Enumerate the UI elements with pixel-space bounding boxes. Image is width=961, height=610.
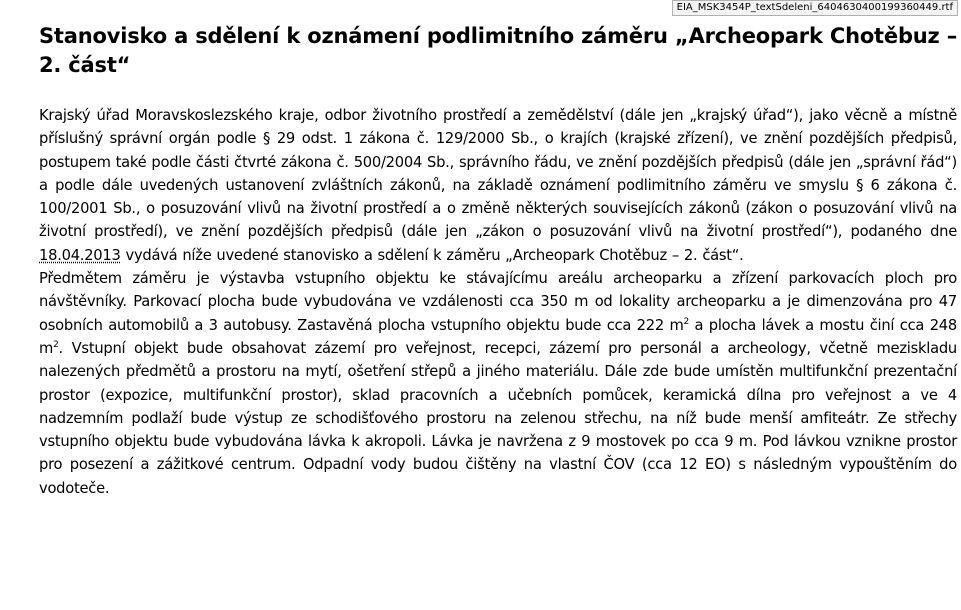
intro-text-end: vydává níže uvedené stanovisko a sdělení k záměru „Archeopark Chotěbuz – 2. část“. bbox=[120, 246, 744, 264]
document-body bbox=[39, 22, 957, 500]
submission-date: 18.04.2013 bbox=[39, 246, 121, 264]
description-text-part2: a plocha lávek a mostu činí cca 248 m bbox=[39, 316, 957, 357]
superscript-square-2: 2 bbox=[53, 340, 59, 351]
file-name-tag: EIA_MSK3454P_textSdeleni_6404630400199360449.rtf bbox=[672, 0, 958, 16]
description-text-part3: . Vstupní objekt bude obsahovat zázemí pro veřejnost, recepci, zázemí pro personál a archeology, včetně meziskladu nalezených předmětů a prostoru na mytí, ošetření střepů a jiného materiálu. Dále zde bude umístěn multifunkční prezentační prostor (expozice, multifunkční prostor), sklad pracovních a učebních pomůcek, keramická dílna pro veřejnost a ve 4 nadzemním podlaží bude výstup ze schodišťového prostoru na zelenou střechu, na níž bude menší amfiteátr. Ze střechy vstupního objektu bude vybudována lávka k akropoli. Lávka je navržena z 9 mostovek po cca 9 m. Pod lávkou vznikne prostor pro posezení a zážitkové centrum. Odpadní vody budou čištěny na vlastní ČOV (cca 12 EO) s následným vypouštěním do vodoteče. bbox=[39, 339, 957, 497]
document-title: Stanovisko a sdělení k oznámení podlimitního záměru „Archeopark Chotěbuz – 2. část“ bbox=[39, 24, 957, 77]
paragraph-introduction bbox=[39, 104, 957, 267]
paragraph-project-description bbox=[39, 267, 957, 500]
description-text-part1: Předmětem záměru je výstavba vstupního objektu ke stávajícímu areálu archeoparku a zřízení parkovacích ploch pro návštěvníky. Parkovací plocha bude vybudována ve vzdálenosti cca 350 m od lokality archeoparku a je dimenzována pro 47 osobních automobilů a 3 autobusy. Zastavěná plocha vstupního objektu bude cca 222 m bbox=[39, 270, 957, 334]
superscript-square-1: 2 bbox=[683, 316, 689, 327]
intro-text-start: Krajský úřad Moravskoslezského kraje, odbor životního prostředí a zemědělství (dále jen „krajský úřad“), jako věcně a místně příslušný správní orgán podle § 29 odst. 1 zákona č. 129/2000 Sb., o krajích (krajské zřízení), ve znění pozdějších předpisů, postupem také podle části čtvrté zákona č. 500/2004 Sb., správního řádu, ve znění pozdějších předpisů (dále jen „správní řád“) a podle dále uvedených ustanovení zvláštních zákonů, na základě oznámení podlimitního záměru ve smyslu § 6 zákona č. 100/2001 Sb., o posuzování vlivů na životní prostředí a o změně některých souvisejících zákonů (zákon o posuzování vlivů na životní prostředí), ve znění pozdějších předpisů (dále jen „zákon o posuzování vlivů na životní prostředí“), podaného dne bbox=[39, 107, 957, 241]
